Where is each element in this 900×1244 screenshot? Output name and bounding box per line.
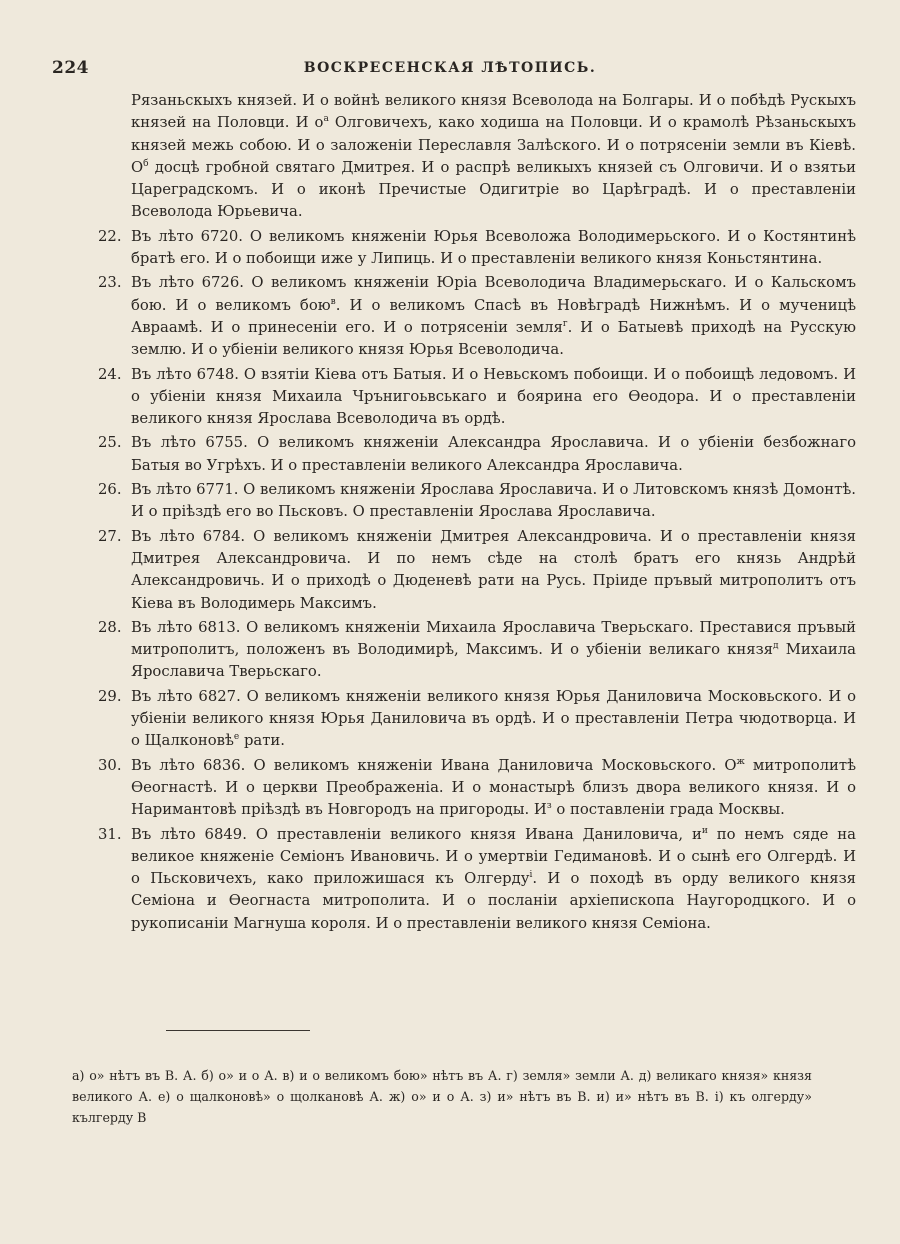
entry-number: 30. (98, 756, 122, 774)
footnote-text: о щалконовѣ» о щолкановѣ А. (176, 1089, 383, 1104)
entry-text: досцѣ гробной святаго Дмитрея. И о распрѣ великыхъ князей съ Олговичи. И о взятьи Цареградскомъ. И о иконѣ Пречистые Одигитріе во Царѣградѣ. И о преставленіи Всеволода Юрьевича. (131, 158, 856, 221)
footnote (282, 1068, 501, 1083)
entry-text: Въ лѣто 6755. О великомъ княженіи Александра Ярославича. И о убіеніи безбожнаго Батыя во Угрѣхъ. И о преставленіи великого Александра Ярославича. (131, 434, 856, 474)
entry-text: . И о Батыевѣ приходѣ на Русскую землю. И о убіеніи великого князя Юрья Всеволодича. (131, 318, 856, 359)
chronicle-entry (92, 432, 856, 477)
entry-text: Въ лѣто 6836. О великомъ княженіи Ивана Даниловича Московьского. О (131, 756, 737, 774)
footnote-marker: а (323, 114, 329, 125)
running-title: ВОСКРЕСЕНСКАЯ ЛѢТОПИСЬ. (303, 60, 597, 76)
page-header (0, 56, 900, 84)
footnote-marker: и (701, 825, 708, 836)
footnote-marker: е (233, 732, 240, 743)
footnote-text: о» нѣтъ въ В. А. (89, 1068, 197, 1083)
footnote-label: и) (596, 1089, 610, 1104)
footnote-marker: в (330, 296, 336, 307)
footnote-marker: ж (736, 756, 745, 767)
chronicle-contents (92, 90, 856, 935)
footnote-label: г) (506, 1068, 518, 1083)
footnote-label: д) (638, 1068, 652, 1083)
entry-number: 28. (98, 618, 122, 636)
entry-text: . И о великомъ Спасѣ въ Новѣградѣ Нижнѣмъ. И о мученицѣ Авраамѣ. И о принесеніи его. И о потрясеніи земля (131, 296, 856, 336)
chronicle-entry (92, 526, 856, 615)
footnote-text: и» нѣтъ въ В. (615, 1089, 709, 1104)
entry-text: Михаила Ярославича Тверьскаго. (131, 641, 856, 681)
footnote-text: къ олгерду» кългерду В (72, 1089, 812, 1125)
footnote-text: о» и о А. (411, 1089, 474, 1104)
footnote-label: і) (714, 1089, 724, 1104)
entry-number: 29. (98, 687, 122, 705)
entry-text: по немъ сяде на великое княженіе Семіонъ Ивановичь. И о умертвіи Гедимановѣ. И о сынѣ его Олгердѣ. И о Пьсковичехъ, како приложишася къ Олгерду (131, 825, 856, 888)
entry-text: Въ лѣто 6748. О взятіи Кіева отъ Батыя. И о Невьскомъ побоищи. И о побоищѣ ледовомъ. И о убіеніи князя Михаила Чрънигоьвськаго и боярина его Ѳеодора. И о преставленіи великого князя Ярослава Всеволодича въ ордѣ. (131, 365, 856, 428)
footnote-marker: г (562, 318, 568, 329)
chronicle-entry (92, 617, 856, 684)
footnote-marker: з (546, 801, 552, 812)
footnote (72, 1068, 196, 1083)
chronicle-entry (92, 686, 856, 753)
footnote-text: великаго князя» князя великого А. (72, 1068, 812, 1104)
chronicle-entry (92, 364, 856, 431)
footnote-text: и о великомъ бою» нѣтъ въ А. (299, 1068, 502, 1083)
footnote-label: а) (72, 1068, 85, 1083)
entry-text: . И о походѣ въ орду великого князя Семіона и Ѳеогнаста митрополита. И о посланіи архіепископа Наугородцкого. И о рукописаніи Магнуша короля. И о преставленіи великого князя Семіона. (131, 870, 856, 932)
chronicle-entry (92, 272, 856, 361)
footnote-text: земля» земли А. (522, 1068, 634, 1083)
footnote (506, 1068, 634, 1083)
entry-list (92, 226, 856, 935)
entry-text: Въ лѣто 6720. О великомъ княженіи Юрья Всеволожа Володимерьского. И о Костянтинѣ братѣ его. И о побоищи иже у Липиць. И о преставленіи великого князя Коньстянтина. (131, 227, 856, 268)
entry-text: митрополитѣ Ѳеогнастѣ. И о церкви Преображеніа. И о монастырѣ близъ двора великого князя. И о Наримантовѣ пріѣздѣ въ Новгородъ на пригороды. И (131, 756, 856, 819)
entry-text: Въ лѣто 6849. О преставленіи великого князя Ивана Даниловича, и (131, 825, 702, 843)
footnote-text: о» и о А. (218, 1068, 278, 1083)
page-number: 224 (52, 58, 89, 78)
chronicle-entry (92, 824, 856, 935)
entry-text: Въ лѣто 6771. О великомъ княженіи Ярослава Ярославича. И о Литовскомъ князѣ Домонтѣ. И о пріѣздѣ его во Пьсковъ. О преставленіи Ярослава Ярославича. (131, 481, 856, 521)
entry-number: 27. (98, 527, 122, 545)
footnote-marker: і (529, 870, 533, 881)
entry-text: Въ лѣто 6813. О великомъ княженіи Михаила Ярославича Тверьскаго. Преставися пръвый митрополитъ, положенъ въ Володимирѣ, Максимъ. И о убіеніи великаго князя (131, 618, 856, 659)
chronicle-entry (92, 226, 856, 271)
footnotes (72, 1065, 812, 1128)
footnote-label: е) (157, 1089, 171, 1104)
entry-number: 23. (98, 274, 122, 292)
footnote-marker: д (773, 641, 779, 652)
footnote-label: ж) (388, 1089, 406, 1104)
chronicle-entry (92, 479, 856, 524)
entry-text: о поставленіи града Москвы. (551, 801, 785, 819)
footnote (201, 1068, 277, 1083)
entry-text: рати. (239, 732, 285, 750)
entry-number: 22. (98, 227, 122, 245)
footnote-label: з) (479, 1089, 492, 1104)
chronicle-entry (92, 755, 856, 822)
footnote (158, 1089, 383, 1104)
entry-text: Рязаньскыхъ князей. И о войнѣ великого князя Всеволода на Болгары. И о побѣдѣ Рускыхъ князей на Половци. И о (131, 92, 856, 132)
entry-number: 25. (98, 434, 122, 452)
entry-number: 26. (98, 481, 122, 499)
footnote (389, 1089, 474, 1104)
continued-paragraph (131, 90, 856, 224)
entry-number: 24. (98, 365, 122, 383)
footnote-label: б) (201, 1068, 214, 1083)
entry-text: Въ лѣто 6827. О великомъ княженіи великого князя Юрья Даниловича Московьского. И о убіеніи великого князя Юрья Даниловича въ ордѣ. И о преставленіи Петра чюдотворца. И о Щалконовѣ (131, 687, 856, 750)
footnote-rule (166, 1030, 310, 1031)
footnote-label: в) (282, 1068, 295, 1083)
footnote (596, 1089, 708, 1104)
entry-text: Въ лѣто 6726. О великомъ княженіи Юріа Всеволодича Владимерьскаго. И о Кальскомъ бою. И о великомъ бою (131, 274, 856, 314)
footnote-marker: б (143, 158, 149, 169)
footnote-text: и» нѣтъ въ В. (497, 1089, 591, 1104)
entry-number: 31. (98, 825, 122, 843)
entry-text: Въ лѣто 6784. О великомъ княженіи Дмитрея Александровича. И о преставленіи князя Дмитрея Александровича. И по немъ сѣде на столѣ братъ его князь Андрѣй Александровичь. И о приходѣ о Дюденевѣ рати на Русь. Пріиде пръвый митрополитъ отъ Кіева въ Володимерь Максимъ. (131, 527, 856, 612)
footnote (480, 1089, 591, 1104)
entry-text: Олговичехъ, како ходиша на Половци. И о крамолѣ Рѣзаньскыхъ князей межь собою. И о заложеніи Переславля Залѣского. И о потрясеніи земли въ Кіевѣ. О (131, 114, 856, 176)
